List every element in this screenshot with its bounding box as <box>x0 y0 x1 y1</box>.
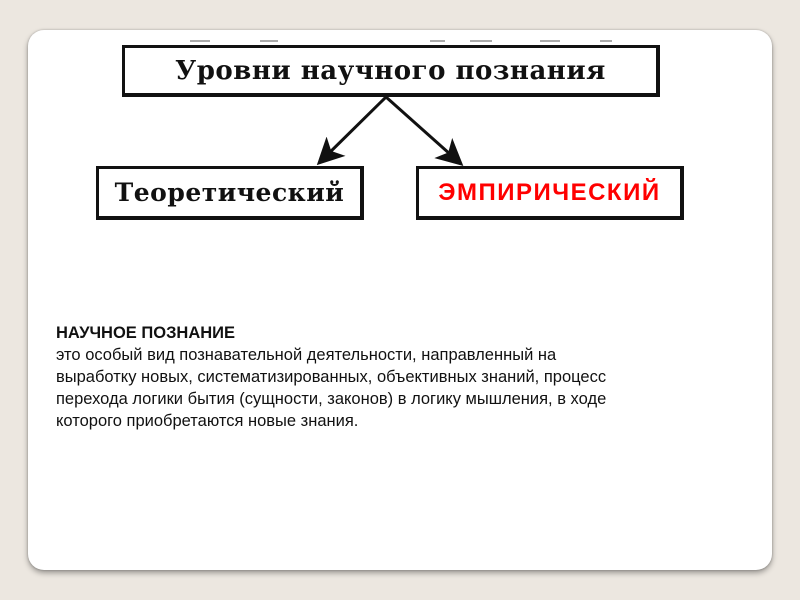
definition-line: выработку новых, систематизированных, объективных знаний, процесс <box>56 368 607 386</box>
empirical-node <box>416 166 684 220</box>
definition-line: это особый вид познавательной деятельности, направленный на <box>56 346 557 364</box>
definition-block <box>56 322 746 432</box>
definition-heading: НАУЧНОЕ ПОЗНАНИЕ <box>56 324 236 342</box>
root-node <box>122 45 660 97</box>
definition-line: которого приобретаются новые знания. <box>56 412 359 430</box>
empirical-node-label: ЭМПИРИЧЕСКИЙ <box>438 178 661 206</box>
theoretical-node-label: Теоретический <box>114 178 345 207</box>
definition-line: перехода логики бытия (сущности, законов) в логику мышления, в ходе <box>56 390 607 408</box>
root-node-label: Уровни научного познания <box>175 55 606 86</box>
theoretical-node <box>96 166 364 220</box>
slide-panel <box>28 30 772 570</box>
